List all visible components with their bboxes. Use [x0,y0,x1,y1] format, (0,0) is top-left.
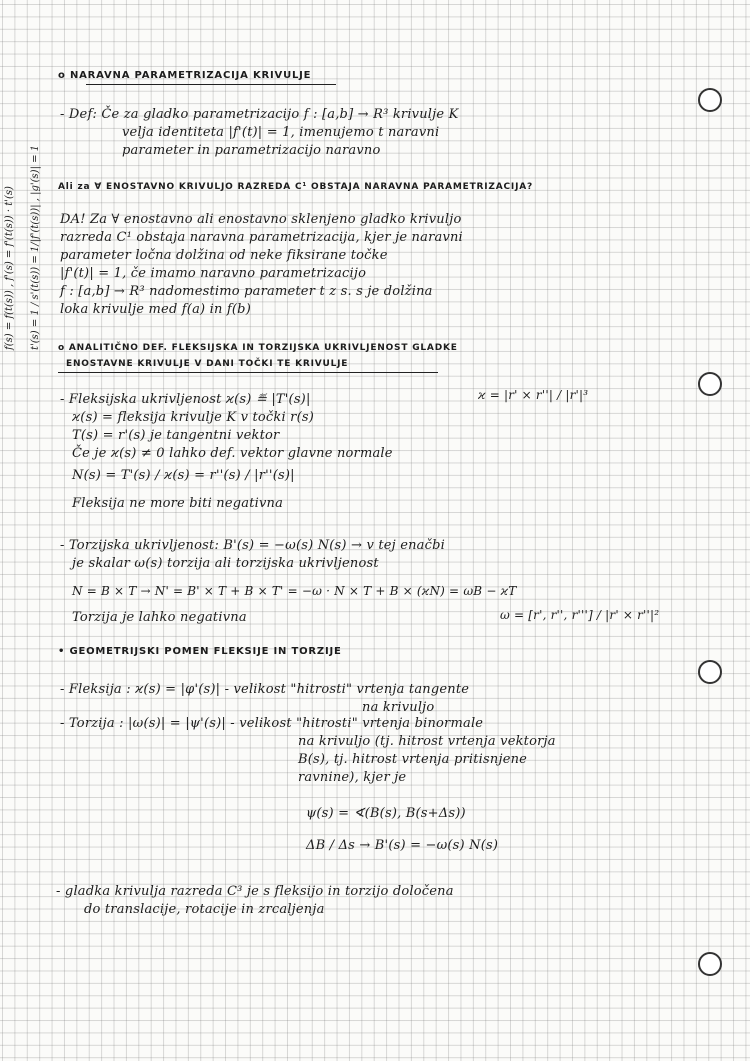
text-line: f : [a,b] → R³ nadomestimo parameter t z s. s je dolžina [60,284,433,299]
text-line: Če je 𝜘(s) ≠ 0 lahko def. vektor glavne normale [72,446,393,461]
text-line: na krivuljo (tj. hitrost vrtenja vektorja [298,734,556,749]
text-line: ravnine), kjer je [298,770,407,785]
text-line: - gladka krivulja razreda C³ je s fleksijo in torzijo določena [56,884,454,899]
left-margin [0,0,54,1061]
text-line: je skalar ω(s) torzija ali torzijska ukrivljenost [72,556,379,571]
binder-hole [698,372,722,396]
text-line: Fleksija ne more biti negativna [72,496,284,511]
text-line: N(s) = T'(s) / 𝜘(s) = r''(s) / |r''(s)| [72,468,295,483]
heading-underline [58,372,438,373]
formula-line: ψ(s) = ∢(B(s), B(s+Δs)) [306,806,466,821]
text-line: razreda C¹ obstaja naravna parametrizacija, kjer je naravni [60,230,463,245]
text-line: N = B × T → N' = B' × T + B × T' = −ω · N × T + B × (𝜘N) = ωB − 𝜘T [72,584,517,598]
section-heading: • GEOMETRIJSKI POMEN FLEKSIJE IN TORZIJE [58,646,342,657]
text-line: na krivuljo [362,700,435,715]
margin-note-1: f(s) = f(t(s)) , f'(s) = f'(t(s)) · t'(s) [4,186,15,350]
section-heading: o NARAVNA PARAMETRIZACIJA KRIVULJE [58,70,312,81]
text-line: do translacije, rotacije in zrcaljenja [84,902,325,917]
binder-hole [698,952,722,976]
formula-line: ΔB / Δs → B'(s) = −ω(s) N(s) [306,838,499,853]
text-line: loka krivulje med f(a) in f(b) [60,302,251,317]
text-line: Torzija je lahko negativna [72,610,247,625]
text-line: parameter in parametrizacijo naravno [122,143,381,158]
text-line: - Torzijska ukrivljenost: B'(s) = −ω(s) N(s) → v tej enačbi [60,538,445,553]
section-heading: ENOSTAVNE KRIVULJE V DANI TOČKI TE KRIVULJE [66,359,349,369]
text-line: T(s) = r'(s) je tangentni vektor [72,428,280,443]
text-line: - Fleksija : 𝜘(s) = |φ'(s)| - velikost "hitrosti" vrtenja tangente [60,682,470,697]
curvature-formula: 𝜘 = |r' × r''| / |r'|³ [478,388,589,402]
text-line: B(s), tj. hitrost vrtenja pritisnjene [298,752,528,767]
text-line: - Torzija : |ω(s)| = |ψ'(s)| - velikost "hitrosti" vrtenja binormale [60,716,484,731]
binder-hole [698,660,722,684]
text-line: |f'(t)| = 1, če imamo naravno parametrizacijo [60,266,367,281]
question-heading: Ali za ∀ ENOSTAVNO KRIVULJO RAZREDA C¹ OBSTAJA NARAVNA PARAMETRIZACIJA? [58,182,534,192]
section-heading: o ANALITIČNO DEF. FLEKSIJSKA IN TORZIJSKA UKRIVLJENOST GLADKE [58,343,458,353]
margin-note-2: t'(s) = 1 / s'(t(s)) = 1/|f'(t(s))| , |g'(s)| = 1 [30,144,41,350]
torsion-formula: ω = [r', r'', r'''] / |r' × r''|² [500,608,660,622]
text-line: parameter ločna dolžina od neke fiksirane točke [60,248,388,263]
binder-hole [698,88,722,112]
heading-underline [86,84,336,85]
text-line: 𝜘(s) = fleksija krivulje K v točki r(s) [72,410,314,425]
text-line: DA! Za ∀ enostavno ali enostavno sklenjeno gladko krivuljo [60,212,462,227]
text-line: - Def: Če za gladko parametrizacijo f : [a,b] → R³ krivulje K [60,107,459,122]
text-line: - Fleksijska ukrivljenost 𝜘(s) ≝ |T'(s)| [60,392,311,407]
text-line: velja identiteta |f'(t)| = 1, imenujemo t naravni [122,125,440,140]
